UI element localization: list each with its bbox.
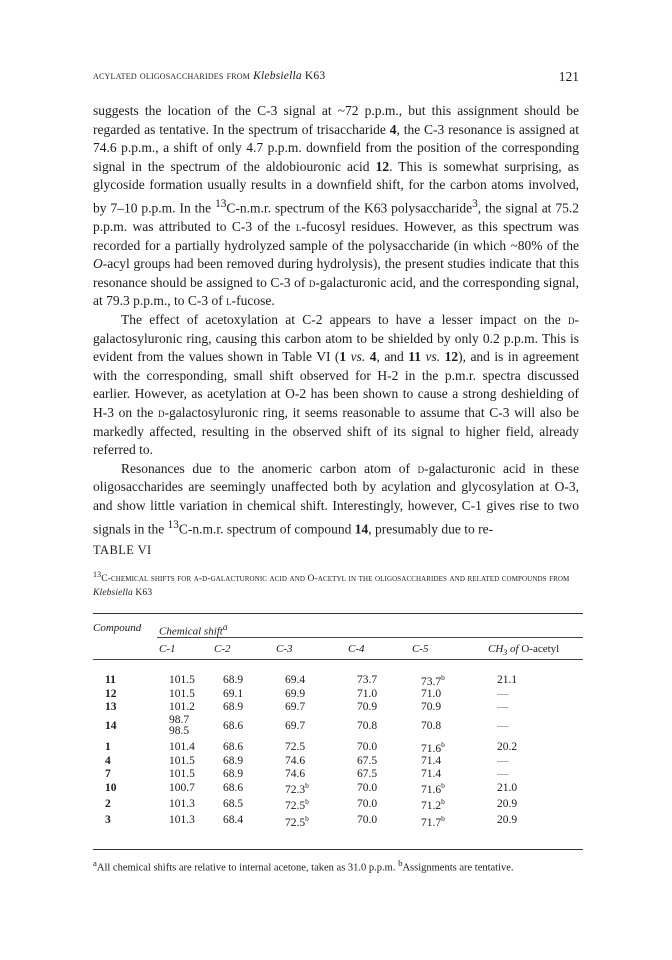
c1-cell: 101.4 (169, 740, 195, 753)
paragraph-2: The effect of acetoxylation at C-2 appears to have a lesser impact on the d-galactosyluronic ring, causing this carbon atom to be shielded by only 0.2 p.p.m. This is evident from the values shown in Table VI (1 vs. 4, and 11 vs. 12), and is in agreement with the corresponding, small shift observed for H-2 in the p.m.r. spectra discussed earlier. However, as acetylation at O-2 has been shown to cause a strong deshielding of H-3 on the d-galactosyluronic ring, it seems reasonable to assume that C-3 will also be markedly affected, resulting in the observed shift of its signal to higher field, already referred to. (93, 312, 580, 458)
compound-cell: 3 (105, 814, 111, 827)
running-title-italic: Klebsiella (253, 70, 302, 82)
c1-cell: 100.7 (169, 782, 195, 794)
header-bottom-rule (93, 659, 583, 660)
table-row (93, 780, 583, 796)
c4-cell: 70.0 (357, 740, 378, 753)
column-header-c2: C-2 (214, 643, 231, 655)
column-header-compound: Compound (93, 622, 142, 634)
c1-cell: 101.5 (169, 688, 195, 701)
column-group-rule (157, 637, 583, 638)
table-row (93, 739, 583, 755)
c4-cell: 70.9 (357, 700, 378, 713)
column-header-group (159, 622, 227, 638)
table-row (93, 701, 583, 713)
ch3-cell: 20.9 (497, 798, 518, 811)
body-text (93, 102, 579, 539)
c1-cell: 101.3 (169, 798, 195, 811)
table-caption: $^{13}$C-chemical shifts for α-d-galacturonic acid and O-acetyl in the oligosaccharides and related compounds from Klebsiella K63 (93, 570, 570, 599)
c3-cell: 69.9 (285, 688, 306, 701)
compound-cell: 10 (105, 782, 117, 794)
table-bottom-rule (93, 849, 583, 850)
table-row (93, 713, 583, 739)
column-header-c5: C-5 (412, 643, 429, 655)
table-footnote: $^a$All chemical shifts are relative to internal acetone, taken as 31.0 p.p.m. $^b$Assignments are tentative. (93, 858, 514, 874)
c2-cell: 68.6 (223, 719, 244, 732)
running-title (93, 70, 325, 82)
column-group-mark: a (222, 622, 228, 632)
c2-cell: 68.9 (223, 767, 244, 780)
c5-cell: 71.4 (421, 755, 442, 768)
c4-cell: 70.0 (357, 782, 378, 794)
c2-cell: 68.4 (223, 814, 244, 827)
c5-cell: 70.8 (421, 719, 442, 732)
compound-cell: 1 (105, 740, 111, 753)
c4-cell: 73.7 (357, 673, 378, 686)
c5-cell: 71.0 (421, 688, 442, 701)
c3-cell: 69.7 (285, 719, 306, 732)
c3-cell: 72.5$^b$ (285, 797, 309, 813)
table-row (93, 796, 583, 812)
c5-cell: 71.4 (421, 767, 442, 780)
c5-cell: 71.6$^b$ (421, 781, 445, 796)
running-header (93, 70, 579, 90)
ch3-cell: — (497, 755, 509, 768)
c2-cell: 68.9 (223, 673, 244, 686)
compound-cell: 7 (105, 767, 111, 780)
column-header-c4: C-4 (348, 643, 365, 655)
c3-cell: 72.5$^b$ (285, 813, 309, 829)
c1-cell: 98.7 98.5 (169, 714, 190, 738)
page-number: 121 (558, 69, 579, 84)
ch3-cell: — (497, 719, 509, 732)
c3-cell: 69.7 (285, 700, 306, 713)
column-header-c1: C-1 (159, 643, 176, 655)
column-header-c3: C-3 (276, 643, 293, 655)
c1-cell: 101.5 (169, 767, 195, 780)
ch3-cell: — (497, 688, 509, 701)
c2-cell: 68.9 (223, 700, 244, 713)
ch3-cell: — (497, 700, 509, 713)
c3-cell: 74.6 (285, 767, 306, 780)
ch3-cell: 21.0 (497, 782, 518, 794)
c3-cell: 74.6 (285, 755, 306, 768)
c4-cell: 71.0 (357, 688, 378, 701)
ch3-cell: — (497, 767, 509, 780)
c2-cell: 69.1 (223, 688, 244, 701)
c1-cell: 101.5 (169, 673, 195, 686)
column-header-ch3-text: $CH_3$ of O-acetyl (488, 643, 560, 658)
c3-cell: 69.4 (285, 673, 306, 686)
c5-cell: 71.2$^b$ (421, 797, 445, 813)
c5-cell: 70.9 (421, 700, 442, 713)
compound-cell: 11 (105, 673, 116, 686)
c4-cell: 70.8 (357, 719, 378, 732)
c1-cell: 101.3 (169, 814, 195, 827)
compound-cell: 14 (105, 719, 117, 732)
table-row (93, 768, 583, 780)
c2-cell: 68.6 (223, 740, 244, 753)
ch3-cell: 20.2 (497, 740, 518, 753)
c2-cell: 68.5 (223, 798, 244, 811)
running-title-caps: acylated oligosaccharides from (93, 70, 251, 82)
c3-cell: 72.3$^b$ (285, 781, 309, 796)
column-header-ch3 (488, 643, 559, 657)
table-top-rule (93, 613, 583, 614)
table-row (93, 688, 583, 700)
ch3-cell: 21.1 (497, 673, 518, 686)
compound-cell: 12 (105, 688, 117, 701)
compound-cell: 2 (105, 798, 111, 811)
c4-cell: 70.0 (357, 798, 378, 811)
data-table (93, 672, 583, 829)
c5-cell: 71.7$^b$ (421, 813, 445, 829)
c1-cell: 101.5 (169, 755, 195, 768)
paragraph-1: suggests the location of the C-3 signal at ~72 p.p.m., but this assignment should be regarded as tentative. In the spectrum of trisaccharide 4, the C-3 resonance is assigned at 74.6 p.p.m., a shift of only 4.7 p.p.m. downfield from the position of the corresponding signal in the spectrum of the aldobiouronic acid 12. This is somewhat surprising, as glycoside formation usually results in a downfield shift, for the carbon atoms involved, by 7–10 p.p.m. In the $^{13}$C-n.m.r. spectrum of the K63 polysaccharide$^3$, the signal at 75.2 p.p.m. was attributed to C-3 of the l-fucosyl residues. However, as this spectrum was recorded for a partially hydrolyzed sample of the polysaccharide (in which ~80% of the O-acyl groups had been removed during hydrolysis), the present studies indicate that this resonance should be assigned to C-3 of d-galacturonic acid, and the corresponding signal, at 79.3 p.p.m., to C-3 of l-fucose. (93, 103, 580, 309)
c2-cell: 68.6 (223, 782, 244, 794)
table-label: TABLE VI (93, 543, 152, 557)
table-row (93, 813, 583, 829)
running-title-tail: K63 (301, 70, 326, 82)
c5-cell: 71.6$^b$ (421, 740, 445, 755)
c1-cell: 101.2 (169, 700, 195, 713)
c3-cell: 72.5 (285, 740, 306, 753)
c4-cell: 67.5 (357, 755, 378, 768)
column-group-label: Chemical shift (159, 625, 223, 638)
ch3-cell: 20.9 (497, 814, 518, 827)
c4-cell: 67.5 (357, 767, 378, 780)
compound-cell: 13 (105, 700, 117, 713)
table-row (93, 755, 583, 767)
table-row (93, 672, 583, 688)
paragraph-3: Resonances due to the anomeric carbon atom of d-galacturonic acid in these oligosaccharides are seemingly unaffected both by acylation and glycosylation at O-3, and show little variation in chemical shift. Interestingly, however, C-1 gives rise to two signals in the $^{13}$C-n.m.r. spectrum of compound 14, presumably due to re- (93, 460, 580, 537)
c5-cell: 73.7$^b$ (421, 673, 445, 688)
compound-cell: 4 (105, 755, 111, 768)
c2-cell: 68.9 (223, 755, 244, 768)
c4-cell: 70.0 (357, 814, 378, 827)
